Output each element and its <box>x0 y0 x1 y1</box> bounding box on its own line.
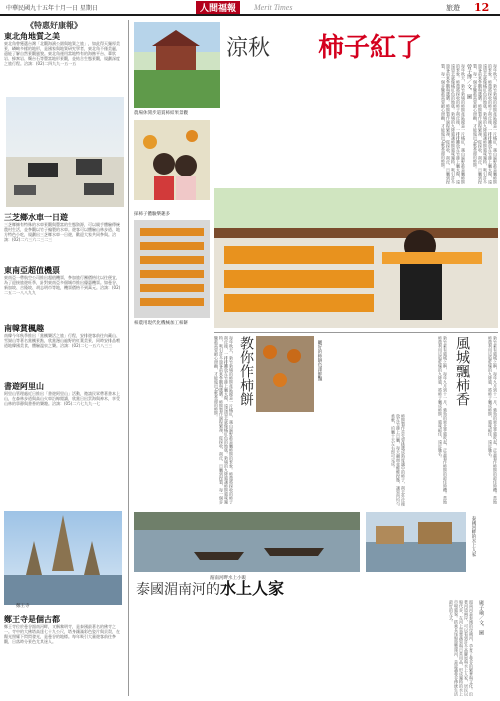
sidebar-heading-2: 三芝鄉水車一日遊 <box>4 212 68 222</box>
river-market-photo <box>134 512 360 572</box>
page-header <box>0 0 500 16</box>
wind-body: 新竹素有風城之稱，每年九月到十一月，強勁的東北季風吹起，正是製作柿餅的最佳時機。當地柿農利用這股乾燥的九降風，將柿子曬成柿餅，風味絕佳，遠近馳名。 <box>438 336 448 504</box>
sidebar-body-5: 阿里山管理處近日推出「書遊阿里山」活動，邀請民眾帶著書本上山，在森林步道與高山火車沿線閱讀，欣賞日出雲海與神木，享受山林的寧靜與書香的樂趣。洽詢：(05)二六七九九一七 <box>4 391 120 406</box>
stilt-houses-photo <box>366 512 466 572</box>
thai-title-bold: 水上人家 <box>220 579 285 598</box>
river-market-caption: 湄南河畔水上小販 <box>210 576 246 581</box>
thai-body: 湄南河是泰國的母親河，孕育了曼谷的繁華與文化。沿著河道兩岸，可以看到許多高腳屋與水上人家，居民以船代步，在河上買賣蔬果與日常用品，形成獨特的水上市場風貌。搭乘長尾船遊覽運河，是認識曼谷傳統生活最好的方式。 <box>449 600 474 696</box>
persimmon-body-cont: 每年秋天，新竹新埔的柿餅產區總是一片橘紅，滿山遍野都是曬柿餅的景象。柿農將採收的柿子削皮後，一排排攤放在竹篩上曬太陽，遠遠望去就像橘紅色的地毯。新埔的九降風讓柿餅風味獨特，吸引許多遊客前來參觀與選購。柿餅製作過程繁複，從採收、削皮、日曬到捏製，每一個步驟都需要細心照顧，才能做出Q軟香甜的柿餅。 <box>473 64 498 184</box>
kids-photo <box>134 120 210 200</box>
temple-photo <box>4 511 122 605</box>
wind-title: 風城飄柿香 <box>454 336 470 406</box>
farm-caption: 農場休閒步道賞柿結果景觀 <box>134 111 188 116</box>
sidebar-body-1: 東北角曾獲選台灣「北觀海濱公園與地質之旅」，如此得天獨厚美景，嶙峋多樣的地形，是國家與地質研究學者，東北角不僅美麗，還能了解自然景觀風貌。東北角運用當地特有的海蝕平台、蕈狀岩、蜂窩岩、燭台石等豐富地形景觀，並結合生態景觀，規劃深度之旅行程。洽詢：(02)二四九九一五一五 <box>4 41 120 66</box>
sidebar-body-2: 三芝鄉擁有特殊的水車景觀與豐富的生態資源，可以親手體驗傳統農村生活，並參觀以竹子編製的水車。遊客可以體驗山林步道、地方特色小吃，規劃出三芝鄉水車一日遊，歡迎大家共同參與。洽詢：(02)二六三六二三二三 <box>4 222 120 242</box>
issue-date: 中華民國九十五年十月一日 星期日 <box>6 5 98 12</box>
sidebar-heading-1: 東北角地質之美 <box>4 31 60 41</box>
page-number: 12 <box>474 1 490 14</box>
section-divider <box>214 332 498 333</box>
sidebar-body-6: 鄭王寺位於曼谷湄南河畔，又稱黎明寺，是泰國最著名的佛寺之一。寺中的大佛塔高達七十九公尺，塔身鑲滿彩色瓷片與貝殼，在陽光照耀下閃閃發光，是曼谷的地標。每年吸引大量遊客前往參觀，日落時分景色尤其迷人。 <box>4 624 120 644</box>
drying-photo <box>134 220 210 318</box>
temple-caption: 鄭王寺 <box>16 604 30 609</box>
coast-photo <box>6 97 124 207</box>
persimmon-main-photo <box>214 188 498 328</box>
persimmon-lower-body: 每年秋天，新竹新埔的柿餅產區總是一片橘紅，滿山遍野都是曬柿餅的景象。柿農將採收的柿子削皮後，一排排攤放在竹篩上曬太陽，遠遠望去就像橘紅色的地毯。新埔的九降風讓柿餅風味獨特，吸引許多遊客前來參觀與選購。柿餅製作過程繁複，從採收、削皮、日曬到捏製，每一個步驟都需要細心照顧，才能做出Q軟香甜的柿餅。 <box>214 336 234 504</box>
column-divider <box>128 20 129 696</box>
sidebar-heading-4: 南韓賞楓趣 <box>4 323 44 333</box>
sidebar-title: 《特惠好康報》 <box>26 20 82 30</box>
persimmon-title-red: 柿子紅了 <box>318 33 423 63</box>
stilt-houses-caption: 泰國河畔的水上人家 <box>471 516 476 557</box>
thai-title-light: 泰國湄南河的 <box>136 582 220 598</box>
howto-body: 柿餅製作首先要挑選成熟度適中的柿子，削去外皮後放在竹篩上日曬，每天翻面並輕輕捏壓，讓果肉均勻柔軟，約曬十天左右即可完成。 <box>391 414 406 506</box>
persimmon-byline: 曾子博／文、圖 <box>466 64 472 99</box>
farm-photo <box>134 22 220 108</box>
howto-photo <box>256 336 314 412</box>
howto-title: 教你作柿餅 <box>238 336 254 406</box>
newspaper-logo-en: Merit Times <box>254 3 293 12</box>
thai-title <box>136 576 284 599</box>
sidebar-heading-3: 東南亞超值機票 <box>4 265 60 275</box>
howto-caption: 曬好的柿餅色澤鮮豔 <box>317 340 322 381</box>
persimmon-body: 每年秋天，新竹新埔的柿餅產區總是一片橘紅，滿山遍野都是曬柿餅的景象。柿農將採收的柿子削皮後，一排排攤放在竹篩上曬太陽，遠遠望去就像橘紅色的地毯。新埔的九降風讓柿餅風味獨特，吸引許多遊客前來參觀與選購。柿餅製作過程繁複，從採收、削皮、日曬到捏製，每一個步驟都需要細心照顧，才能做出Q軟香甜的柿餅。 <box>441 64 466 184</box>
sidebar-heading-5: 書遊阿里山 <box>4 381 44 391</box>
thai-byline: 廣子瑜／文、圖 <box>478 600 484 635</box>
section-name: 旅遊 <box>446 4 460 12</box>
sidebar-heading-6: 鄭王寺是個古都 <box>4 614 60 624</box>
sidebar-body-4: 南韓今年秋季推出「賞楓樂活之旅」行程，安排遊客前往內藏山、雪嶽山等著名賞楓景點，欣賞漫山遍野的紅葉美景，同時安排品嚐道地韓國美食，體驗溫泉之樂。洽詢：(02)二七一五六八三三 <box>4 333 120 348</box>
drying-caption: 柿農用現代化機械加工柿餅 <box>134 321 188 326</box>
sidebar-body-3: 東南亞一帶航空公司推出超值機票，參加旅行團價格比以往便宜，為了迎接旅遊旺季，針對東南亞多個城市推出優惠機票。如曼谷、新加坡、吉隆坡、胡志明市等地，機票價格不到萬元。洽詢：(02)二五二一八八九九 <box>4 275 121 295</box>
kids-caption: 採柿子體驗樂趣多 <box>134 212 170 217</box>
newspaper-logo: 人間福報 <box>196 1 240 14</box>
persimmon-title-light: 涼秋 <box>226 36 271 61</box>
wind-body-cont: 新竹素有風城之稱，每年九月到十一月，強勁的東北季風吹起，正是製作柿餅的最佳時機。當地柿農利用這股乾燥的九降風，將柿子曬成柿餅，風味絕佳，遠近馳名。 <box>488 336 498 504</box>
